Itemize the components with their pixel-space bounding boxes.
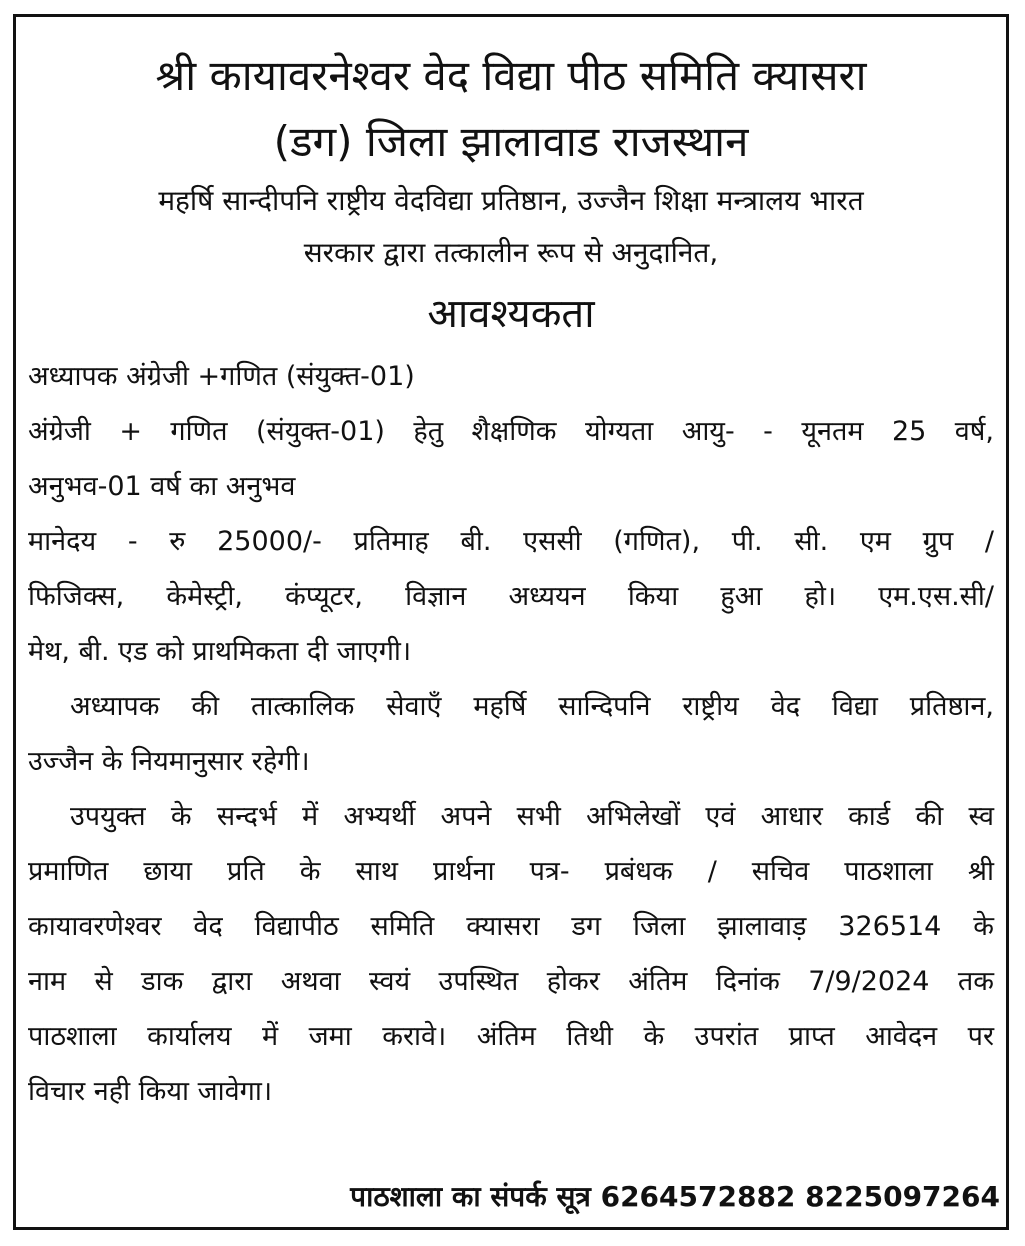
subjects-line: फिजिक्स, केमेस्ट्री, कंप्यूटर, विज्ञान अध्ययन किया हुआ हो। एम.एस.सी/ <box>28 581 994 612</box>
service-rules-line-2: उज्जैन के नियमानुसार रहेगी। <box>28 746 310 777</box>
qualification-line: अंग्रेजी + गणित (संयुक्त-01) हेतु शैक्षणिक योग्यता आयु- - यूनतम 25 वर्ष, <box>28 416 994 447</box>
application-line-1: उपयुक्त के सन्दर्भ में अभ्यर्थी अपने सभी अभिलेखों एवं आधार कार्ड की स्व <box>70 801 994 832</box>
subtitle-line-2: सरकार द्वारा तत्कालीन रूप से अनुदानित, <box>303 236 719 269</box>
requirement-heading: आवश्यकता <box>427 291 595 337</box>
post-title: अध्यापक अंग्रेजी +गणित (संयुक्त-01) <box>28 361 415 392</box>
preference-line: मेथ, बी. एड को प्राथमिकता दी जाएगी। <box>28 636 412 667</box>
subtitle-line-1: महर्षि सान्दीपनि राष्ट्रीय वेदविद्या प्रतिष्ठान, उज्जैन शिक्षा मन्त्रालय भारत <box>158 184 864 217</box>
title-line-2: (डग) जिला झालावाड राजस्थान <box>273 117 749 166</box>
service-rules-line-1: अध्यापक की तात्कालिक सेवाएँ महर्षि सान्दिपनि राष्ट्रीय वेद विद्या प्रतिष्ठान, <box>70 691 994 722</box>
title-line-1: श्री कायावरनेश्वर वेद विद्या पीठ समिति क्यासरा <box>155 51 867 100</box>
experience-line: अनुभव-01 वर्ष का अनुभव <box>28 471 296 502</box>
application-line-5: पाठशाला कार्यालय में जमा करावे। अंतिम तिथी के उपरांत प्राप्त आवेदन पर <box>28 1021 994 1052</box>
application-line-2: प्रमाणित छाया प्रति के साथ प्रार्थना पत्र- प्रबंधक / सचिव पाठशाला श्री <box>28 856 994 887</box>
advertisement-frame <box>13 14 1009 1230</box>
application-line-4: नाम से डाक द्वारा अथवा स्वयं उपस्थित होकर अंतिम दिनांक 7/9/2024 तक <box>28 966 994 997</box>
application-line-3: कायावरणेश्वर वेद विद्यापीठ समिति क्यासरा डग जिला झालावाड़ 326514 के <box>28 911 994 942</box>
contact-numbers: पाठशाला का संपर्क सूत्र 6264572882 8225097264 <box>350 1180 1000 1213</box>
salary-line: मानेदय - रु 25000/- प्रतिमाह बी. एससी (गणित), पी. सी. एम ग्रुप / <box>28 526 994 557</box>
application-line-6: विचार नही किया जावेगा। <box>28 1076 273 1107</box>
